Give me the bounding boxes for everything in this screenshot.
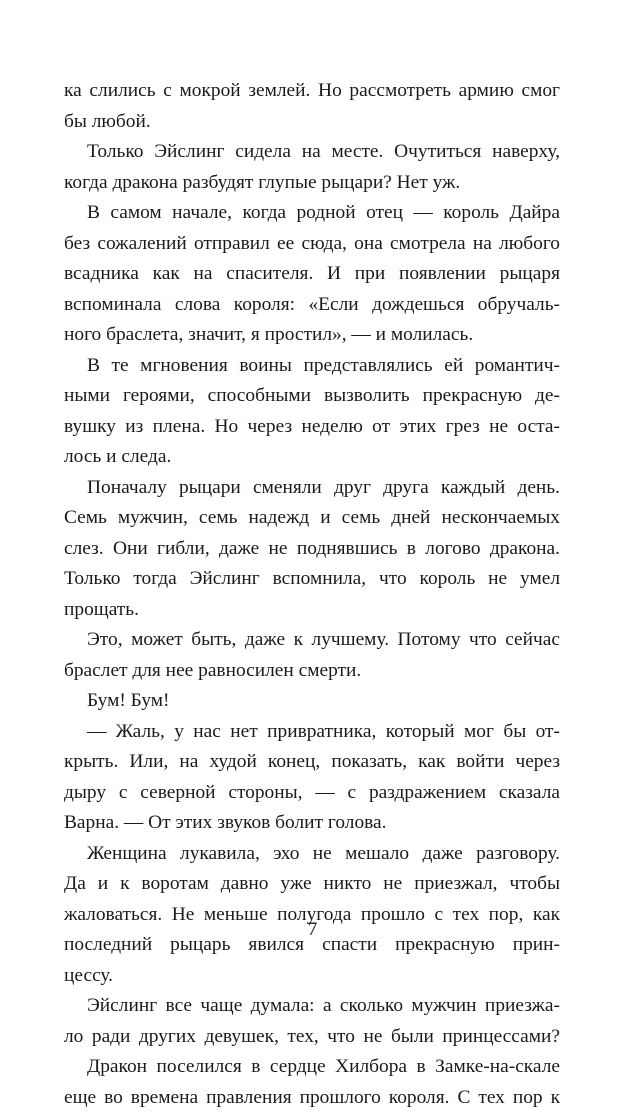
text-line: В самом начале, когда родной отец — король Дайра — [64, 198, 560, 229]
text-line: Бум! Бум! — [64, 686, 560, 717]
text-line: В те мгновения воины представлялись ей романтич- — [64, 351, 560, 382]
text-line: дыру с северной стороны, — с раздражением сказала — [64, 778, 560, 809]
text-line: Только тогда Эйслинг вспомнила, что король не умел — [64, 564, 560, 595]
text-line: когда дракона разбудят глупые рыцари? Нет уж. — [64, 168, 560, 199]
text-line: Это, может быть, даже к лучшему. Потому что сейчас — [64, 625, 560, 656]
text-line: браслет для нее равносилен смерти. — [64, 656, 560, 687]
text-line: лось и следа. — [64, 442, 560, 473]
text-line: — Жаль, у нас нет привратника, который мог бы от- — [64, 717, 560, 748]
text-line: Эйслинг все чаще думала: а сколько мужчин приезжа- — [64, 991, 560, 1022]
text-line: последний рыцарь явился спасти прекрасную прин- — [64, 930, 560, 961]
text-line: цессу. — [64, 961, 560, 992]
text-line: бы любой. — [64, 107, 560, 138]
text-line: Поначалу рыцари сменяли друг друга каждый день. — [64, 473, 560, 504]
text-line: Дракон поселился в сердце Хилбора в Замке-на-скале — [64, 1052, 560, 1083]
text-line: вушку из плена. Но через неделю от этих грез не оста- — [64, 412, 560, 443]
text-line: вспоминала слова короля: «Если дождешься обручаль- — [64, 290, 560, 321]
text-line: без сожалений отправил ее сюда, она смотрела на любого — [64, 229, 560, 260]
text-line: слез. Они гибли, даже не поднявшись в логово дракона. — [64, 534, 560, 565]
text-line: ного браслета, значит, я простил», — и молилась. — [64, 320, 560, 351]
text-line: ло ради других девушек, тех, что не были принцессами? — [64, 1022, 560, 1053]
text-line: Семь мужчин, семь надежд и семь дней нескончаемых — [64, 503, 560, 534]
text-line: всадника как на спасителя. И при появлении рыцаря — [64, 259, 560, 290]
text-line: Женщина лукавила, эхо не мешало даже разговору. — [64, 839, 560, 870]
page-number: 7 — [0, 918, 625, 942]
text-line: жаловаться. Не меньше полугода прошло с тех пор, как — [64, 900, 560, 931]
body-text — [64, 76, 560, 1113]
text-line: еще во времена правления прошлого короля. С тех пор к — [64, 1083, 560, 1113]
text-line: Да и к воротам давно уже никто не приезжал, чтобы — [64, 869, 560, 900]
text-line: прощать. — [64, 595, 560, 626]
text-line: Варна. — От этих звуков болит голова. — [64, 808, 560, 839]
text-line: ными героями, способными вызволить прекрасную де- — [64, 381, 560, 412]
text-line: ка слились с мокрой землей. Но рассмотреть армию смог — [64, 76, 560, 107]
text-line: Только Эйслинг сидела на месте. Очутиться наверху, — [64, 137, 560, 168]
text-line: крыть. Или, на худой конец, показать, как войти через — [64, 747, 560, 778]
